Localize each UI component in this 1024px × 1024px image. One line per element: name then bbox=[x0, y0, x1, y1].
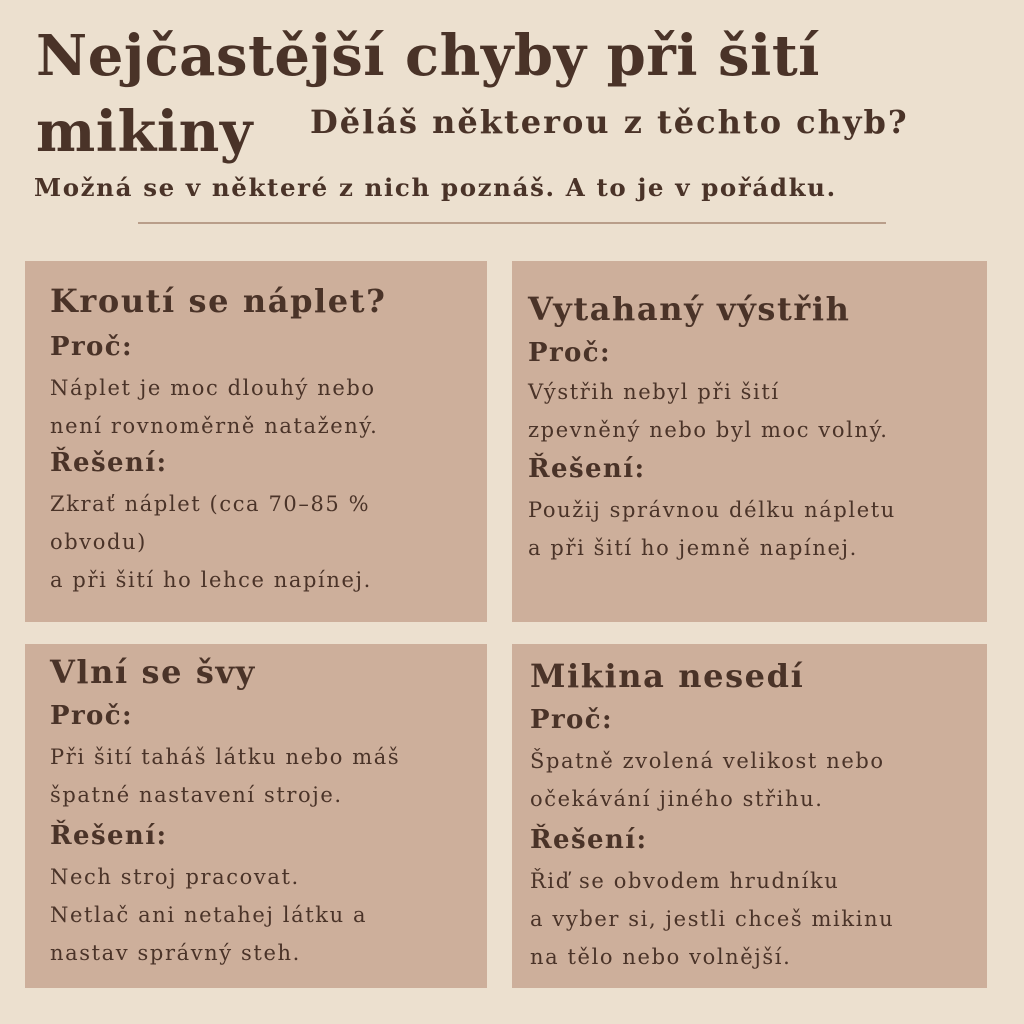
mistake-card-svy bbox=[25, 644, 487, 988]
mistake-card-vystrih bbox=[512, 261, 987, 622]
why-label: Proč: bbox=[528, 338, 612, 368]
why-text-line: špatné nastavení stroje. bbox=[50, 783, 343, 807]
why-text-line: Špatně zvolená velikost nebo bbox=[530, 749, 885, 773]
why-label: Proč: bbox=[50, 701, 134, 731]
card-title: Kroutí se náplet? bbox=[50, 282, 387, 320]
mistake-card-naplet bbox=[25, 261, 487, 622]
why-text-line: Při šití taháš látku nebo máš bbox=[50, 745, 401, 769]
solution-text-line: Zkrať náplet (cca 70–85 % bbox=[50, 492, 371, 516]
solution-text-line: a při šití ho lehce napínej. bbox=[50, 568, 372, 592]
solution-label: Řešení: bbox=[530, 825, 648, 855]
solution-label: Řešení: bbox=[50, 821, 168, 851]
page-tagline: Možná se v některé z nich poznáš. A to je v pořádku. bbox=[34, 173, 837, 202]
card-title: Vlní se švy bbox=[50, 653, 256, 691]
solution-label: Řešení: bbox=[528, 454, 646, 484]
solution-text-line: Použij správnou délku nápletu bbox=[528, 498, 896, 522]
why-text-line: Výstřih nebyl při šití bbox=[528, 380, 780, 404]
card-title: Mikina nesedí bbox=[530, 657, 805, 695]
why-label: Proč: bbox=[530, 705, 614, 735]
page-title: Nejčastější chyby při šití mikiny bbox=[36, 23, 820, 165]
solution-text-line: Řiď se obvodem hrudníku bbox=[530, 869, 840, 893]
solution-text-line: Netlač ani netahej látku a bbox=[50, 903, 368, 927]
card-title: Vytahaný výstřih bbox=[528, 290, 851, 328]
solution-text-line: na tělo nebo volnější. bbox=[530, 945, 792, 969]
page-subtitle: Děláš některou z těchto chyb? bbox=[310, 103, 909, 141]
solution-text-line: a vyber si, jestli chceš mikinu bbox=[530, 907, 895, 931]
why-text-line: není rovnoměrně natažený. bbox=[50, 414, 379, 438]
solution-text-line: obvodu) bbox=[50, 530, 147, 554]
mistake-card-mikina bbox=[512, 644, 987, 988]
solution-label: Řešení: bbox=[50, 448, 168, 478]
why-text-line: očekávání jiného střihu. bbox=[530, 787, 824, 811]
why-text-line: Náplet je moc dlouhý nebo bbox=[50, 376, 376, 400]
solution-text-line: Nech stroj pracovat. bbox=[50, 865, 300, 889]
solution-text-line: a při šití ho jemně napínej. bbox=[528, 536, 858, 560]
why-label: Proč: bbox=[50, 332, 134, 362]
solution-text-line: nastav správný steh. bbox=[50, 941, 301, 965]
why-text-line: zpevněný nebo byl moc volný. bbox=[528, 418, 889, 442]
header-divider bbox=[138, 222, 886, 224]
